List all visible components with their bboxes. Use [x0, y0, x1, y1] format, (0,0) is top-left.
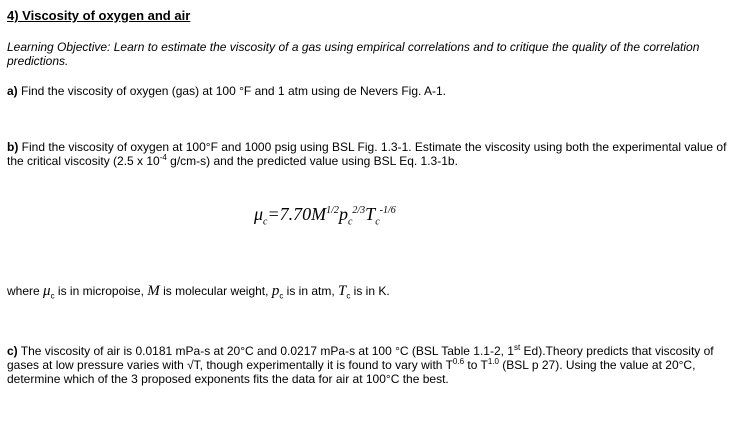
part-c-superscript-st: st	[513, 343, 521, 352]
part-b-exponent: -4	[159, 153, 167, 162]
formula-mu: μ	[254, 204, 264, 224]
part-c-text-1: The viscosity of air is 0.0181 mPa-s at 20°C and 0.0217 mPa-s at 100 °C (BSL Table 1.1-2, 1	[17, 344, 514, 358]
formula-p-sub: c	[347, 216, 353, 228]
part-c-text-3: to T	[464, 358, 488, 372]
formula-M: M	[311, 204, 327, 224]
part-a-label: a)	[7, 84, 18, 98]
formula-T: T	[365, 204, 376, 224]
part-b-text-2: g/cm-s) and the predicted value using BSL Eq. 1.3-1b.	[166, 154, 458, 168]
where-T: T	[338, 283, 347, 299]
part-c-text-2: Ed).Theory predicts that viscosity of gases at low pressure varies with √T, though experimentally it is found to vary with T	[7, 344, 714, 372]
part-a	[7, 84, 733, 98]
formula-eq: =7.70	[267, 204, 312, 224]
where-text-2: is in micropoise,	[54, 284, 148, 298]
formula-T-sub: c	[375, 216, 380, 228]
where-p: p	[271, 283, 280, 299]
part-b-text-1: Find the viscosity of oxygen at 100°F and 1000 psig using BSL Fig. 1.3-1. Estimate the viscosity using both the experimental value of the critical viscosity (2.5 x 10	[7, 140, 727, 168]
where-mu-sub: c	[50, 291, 55, 301]
problem-title: 4) Viscosity of oxygen and air	[7, 8, 191, 23]
variable-definitions	[7, 283, 733, 301]
part-a-text: Find the viscosity of oxygen (gas) at 100 °F and 1 atm using de Nevers Fig. A-1.	[17, 84, 447, 98]
where-text-1: where	[7, 284, 44, 298]
viscosity-formula	[254, 204, 396, 228]
where-mu: μ	[43, 283, 51, 299]
where-text-3: is molecular weight,	[159, 284, 272, 298]
formula-mu-sub: c	[263, 216, 268, 228]
where-p-sub: c	[279, 291, 284, 301]
where-text-4: is in atm,	[283, 284, 338, 298]
formula-M-exp: 1/2	[326, 205, 339, 216]
part-b-label: b)	[7, 140, 19, 154]
learning-objective: Learning Objective: Learn to estimate the viscosity of a gas using empirical correlations and to critique the quality of the correlation predictions.	[7, 40, 700, 68]
part-c	[7, 344, 733, 386]
where-T-sub: c	[346, 291, 351, 301]
formula-T-exp: -1/6	[379, 205, 396, 216]
where-text-5: is in K.	[350, 284, 390, 298]
part-c-text-4: (BSL p 27). Using the value at 20°C, determine which of the 3 proposed exponents fits the data for air at 100°C the best.	[7, 358, 696, 386]
part-b	[7, 140, 733, 168]
formula-p-exp: 2/3	[352, 205, 366, 216]
where-M: M	[147, 283, 160, 299]
formula-p: p	[338, 204, 348, 224]
part-c-exponent-2: 1.0	[487, 357, 499, 366]
part-c-label: c)	[7, 344, 18, 358]
part-c-exponent-1: 0.6	[452, 357, 465, 366]
